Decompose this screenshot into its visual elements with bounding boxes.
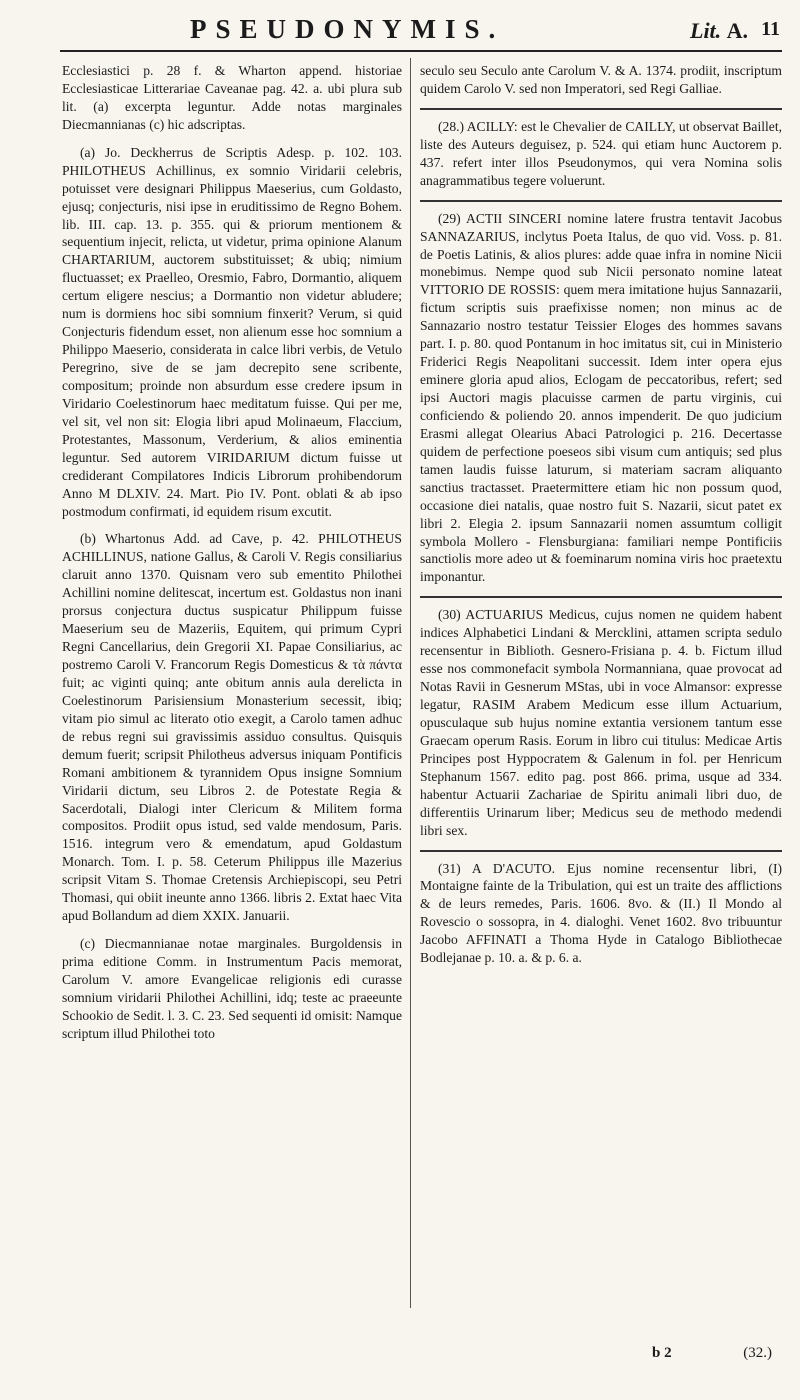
section-rule xyxy=(420,108,782,110)
left-paragraph-1: Ecclesiastici p. 28 f. & Wharton append. historiae Ecclesiasticae Litterariae Caveanae pag. 42. a. ubi plura sub lit. (a) excerpta leguntur. Adde notas marginales Diecmannianas (c) hic adscriptas. xyxy=(62,63,402,132)
page-number: 11 xyxy=(761,18,780,40)
header-rule xyxy=(60,50,782,52)
entry-30-actuarius: (30) ACTUARIUS Medicus, cujus nomen ne quidem habent indices Alphabetici Lindani & Mercklini, attamen scripta sedulo recensentur in Biblioth. Gesnero-Frisiana p. 4. b. Fictum illud esse nos commonefacit symbola Normanniana, quae provocat ad Notas Ravii in Gesnerum MStas, ubi in voce Almansor: expresse legatur, RASIM Arabem Medicum esse illum Actuarium, opusculaque sub hujus nomine extantia versionem tantum esse Graecam operum Rasis. Eorum in libro cui titulus: Medicae Artis Principes post Hyppocratem & Galenum in fol. per Henricum Stephanum 1567. edito pag. post 866. prima, usque ad 334. habentur Actuarii Zachariae de Spiritu animali libri duo, de differentiis Urinarum liber; Medicus seu de methodo medendi libri sex. xyxy=(420,607,782,838)
running-header xyxy=(60,12,780,48)
catchword: (32.) xyxy=(743,1345,772,1361)
entry-29-actii-sinceri: (29) ACTII SINCERI nomine latere frustra tentavit Jacobus SANNAZARIUS, inclytus Poeta Italus, de quo vid. Voss. p. 81. de Poetis Latinis, & alios plures: adde quae infra in nomine Nicii monebimus. Nempe quod sub Nicii personato nomine lateat VITTORIO DE ROSSIS: quem mera imitatione hujus Sannazarii, fictum scriptis suis praefixisse nomen; non minus ac de Sannazario nostro testatur Teissier Eloges des hommes savans part. I. p. 80. quod Pontanum in hoc imitatus sit, cui in Ministerio Friderici Regis Neapolitani successit. Idem inter opera ejus eminere gloria apud alios, Eclogam de peccatoribus, refert; sed ipsi Auctori magis placuisse carmen de partu virginis, cui conficiendo & poliendo 20. annos impenderit. De quo judicium Erasmi allegat Olearius Abaci Patrologici p. 216. Decertasse quidem de perfectione poeseos sibi visum cum antiquis; sed plus tamen laudis fuisse laturum, si materiam sacram aliquanto sanctius tractasset. Praetermittere etiam hic non possum quod, occasione diei natalis, quae nostro fuit S. Nazarii, sicut patet ex libri 2. Elegia 2. ipsum Sannazarii nomen assumtum colligit symbola Mollero - Flensburgiana: familiari nempe Pontificiis sanctiolis more adeo ut & foeminarum nomina viris hoc praetextu imponantur. xyxy=(420,210,782,585)
right-paragraph-continued: seculo seu Seculo ante Carolum V. & A. 1374. prodiit, inscriptum quidem Carolo V. sed non Imperatori, sed Regi Galliae. xyxy=(420,63,782,96)
right-column xyxy=(420,62,782,973)
section-label-text: Lit. xyxy=(690,18,722,43)
section-letter: A. xyxy=(726,18,749,43)
entry-31-dacuto: (31) A D'ACUTO. Ejus nomine recensentur libri, (I) Montaigne fainte de la Tribulation, qui est un traite des afflictions & de leurs remedes, Paris. 1606. 8vo. & (II.) Il Mondo al Rovescio o sossopra, in 4. dialoghi. Venet 1602. 8vo tribuuntur Jacobo AFFINATI a Thoma Hyde in Catalogo Bibliothecae Bodlejanae p. 10. a. & p. 6. a. xyxy=(420,860,782,966)
page-footer xyxy=(420,1345,782,1375)
section-rule xyxy=(420,596,782,598)
note-c-diecmann: (c) Diecmannianae notae marginales. Burgoldensis in prima editione Comm. in Instrumentum Pacis memorat, Carolum V. amore Evangelicae religionis edi curasse somnium viridarii Philothei Achillini, idq; teste ac praeeunte Schookio de Sedit. l. 3. C. 23. Sed sequenti id omisit: Namque scriptum illud Philothei toto xyxy=(62,936,402,1041)
note-b-whartonus: (b) Whartonus Add. ad Cave, p. 42. PHILOTHEUS ACHILLINUS, natione Gallus, & Caroli V. Regis consiliarius claruit anno 1370. Quisnam vero sub ementito Philothei Achillini nomine delitescat, incertum est. Goldastus non inani prorsus conjectura ductus suspicatur Philippum fuisse Maeserium seu de Mazeriis, Equitem, qui primum Cypri Regni Cancellarius, dein Gregorii XI. Papae Consiliarius, ac postremo Caroli V. Francorum Regis Domesticus & τὰ πάντα fuit; ac viginti quinq; ante obitum annis aula derelicta in Coelestinorum Parisiensium Monasterium secessit, ibiq; vitam pio simul ac literato otio exegit, a Carolo tamen adhuc de rebus regni sui gravissimis assiduo consultus. Quisquis demum fuerit; scripsit Philotheus adversus iniquam Pontificis Romani ambitionem & tyrannidem Opus insigne Somnium Viridarii dictum, seu Libros 2. de Potestate Regia & Sacerdotali, Dialogi inter Clericum & Militem forma compositos. Prodiit opus istud, sed valde mendosum, Paris. 1516. integrum vero & emendatum, apud Goldastum Monarch. Tom. I. p. 58. Ceterum Philippus ille Mazerius scripsit Vitam S. Thomae Cretensis Archiepiscopi, seu Petri Thomasi, qui obiit ineunte anno 1366. libris 2. Extat haec Vita apud Bollandum ad diem XXIX. Januarii. xyxy=(62,531,402,924)
entry-28-acilly: (28.) ACILLY: est le Chevalier de CAILLY, ut observat Baillet, liste des Auteurs deguisez, p. 524. qui etiam hunc Auctorem p. 437. refert inter illos Pseudonymos, qui vera Nomina solis anagrammatibus tegere voluerunt. xyxy=(420,118,782,188)
note-a-deckherrus: (a) Jo. Deckherrus de Scriptis Adesp. p. 102. 103. PHILOTHEUS Achillinus, ex somnio Viridarii celebris, potuisset vere designari Philippus Maeserius, cum Goldasto, ejusq; conjecturis, nisi ipse in eruditissimo de Regno Bohem. lib. III. cap. 13. p. 355. qui & priorum mentionem & sequentium injecit, relicta, ut videtur, prima opinione Alanum CHARTARIUM, auctorem substituisset; & ubiq; nimium fluctuasset; ex Praelleo, Oresmio, Fabro, Dormantio, aliquem certum eligere nescius; a Dormantio non videtur abludere; num is dormiens hoc sibi somnium finxerit? Verum, si quid Conjecturis fidendum esset, non alienum esse hoc somnium a Philippo Maeserio, considerata in calce libri verbis, de Vetulo Peregrino, sive de se jam decrepito sene scribente, compositum; proinde non absurdum esse credere ipsum in Viridario Coelestinorum haec meditatum fuisse. Qui per me, vel sit, vel non sit: Elogia libri apud Molinaeum, Flaccium, Protestantes, Massonum, Verderium, & alios eminentia leguntur. Sed autorem VIRIDARIUM dictum fuisse ut crediderant Compilatores Indicis Librorum prohibendorum Anno M DLXIV. 24. Mart. Pio IV. Pont. oblati & ab ipso postmodum confirmati, id equidem risum excutit. xyxy=(62,144,402,519)
section-rule xyxy=(420,850,782,852)
section-rule xyxy=(420,200,782,202)
running-title: PSEUDONYMIS. xyxy=(190,14,505,44)
signature-mark: b 2 xyxy=(652,1345,672,1361)
column-divider xyxy=(410,58,411,1308)
left-column xyxy=(62,62,402,1049)
section-label xyxy=(690,18,748,44)
